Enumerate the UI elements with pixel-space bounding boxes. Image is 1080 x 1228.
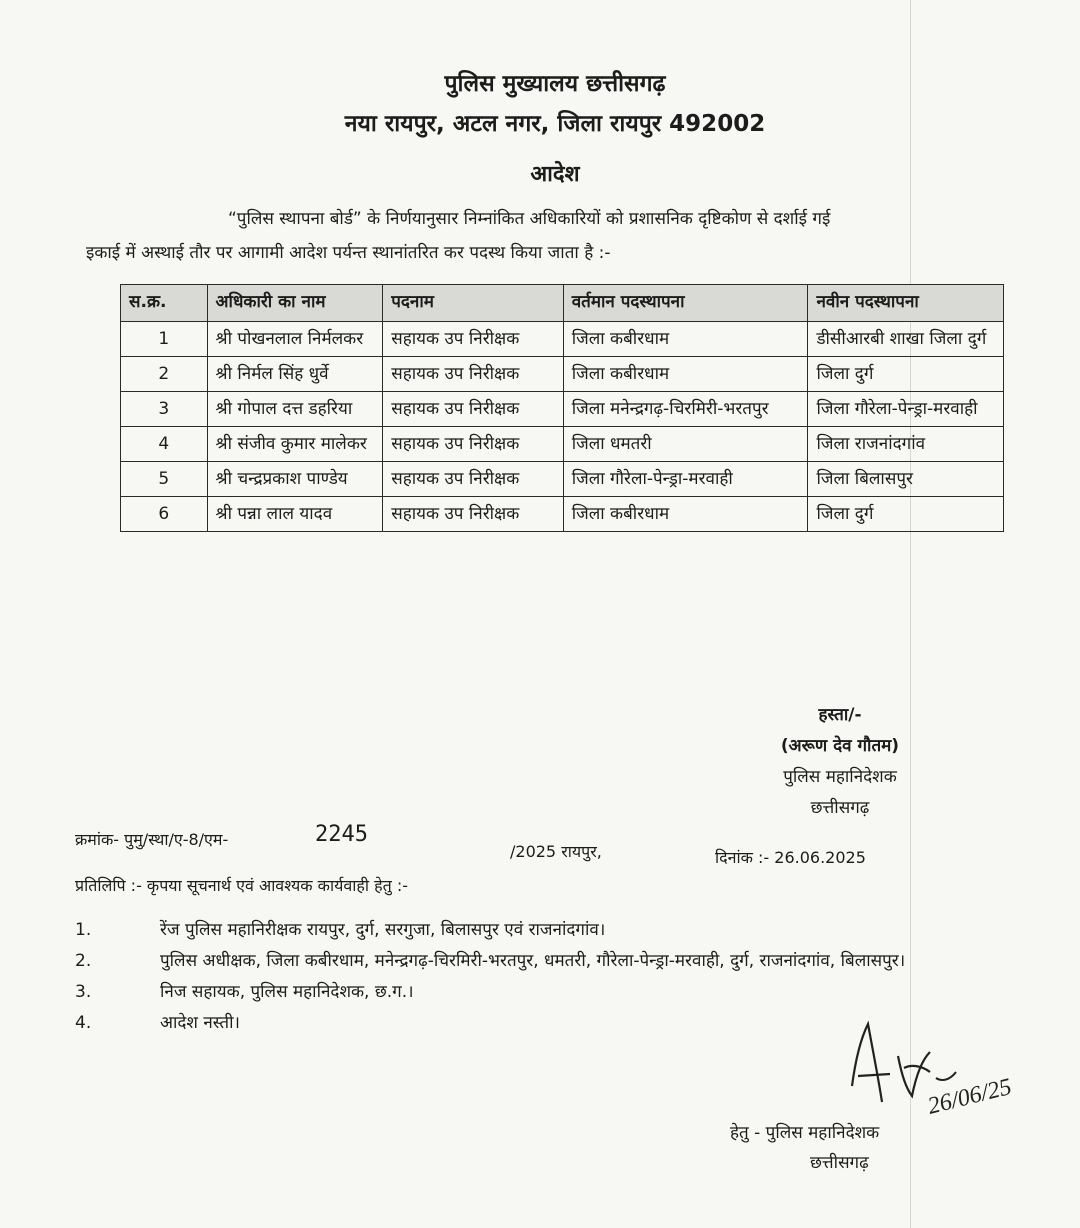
cell-post: सहायक उप निरीक्षक	[383, 357, 563, 392]
cell-new: जिला बिलासपुर	[808, 462, 1004, 497]
list-item-number: 3.	[75, 982, 92, 1002]
list-item-number: 2.	[75, 951, 92, 971]
transfer-table	[120, 284, 1004, 532]
cell-post: सहायक उप निरीक्षक	[383, 497, 563, 532]
handwritten-signature	[838, 1016, 1048, 1121]
cell-new: जिला दुर्ग	[808, 357, 1004, 392]
cell-name: श्री चन्द्रप्रकाश पाण्डेय	[207, 462, 383, 497]
cell-new: डीसीआरबी शाखा जिला दुर्ग	[808, 322, 1004, 357]
reference-year-place: /2025 रायपुर,	[510, 842, 602, 861]
table-row	[121, 357, 1004, 392]
cell-current: जिला कबीरधाम	[563, 357, 808, 392]
cell-serial: 1	[121, 322, 208, 357]
office-name: पुलिस मुख्यालय छत्तीसगढ़	[444, 71, 666, 97]
signatory-state: छत्तीसगढ़	[810, 798, 870, 818]
list-item	[75, 918, 1015, 942]
signed-mark: हस्ता/-	[818, 705, 862, 725]
cell-name: श्री गोपाल दत्त डहरिया	[207, 392, 383, 427]
cell-post: सहायक उप निरीक्षक	[383, 462, 563, 497]
reference-date: दिनांक :- 26.06.2025	[715, 848, 866, 867]
col-current-posting: वर्तमान पदस्थापना	[563, 285, 808, 322]
list-item-text: आदेश नस्ती।	[160, 1013, 240, 1033]
col-officer-name: अधिकारी का नाम	[207, 285, 383, 322]
intro-line-1: “पुलिस स्थापना बोर्ड” के निर्णयानुसार निम्नांकित अधिकारियों को प्रशासनिक दृष्टिकोण से दर्शाई गई	[228, 209, 831, 229]
cell-name: श्री निर्मल सिंह धुर्वे	[207, 357, 383, 392]
reference-prefix: क्रमांक- पुमु/स्था/ए-8/एम-	[75, 830, 229, 849]
col-serial: स.क्र.	[121, 285, 208, 322]
cell-post: सहायक उप निरीक्षक	[383, 427, 563, 462]
cell-name: श्री पन्ना लाल यादव	[207, 497, 383, 532]
cell-post: सहायक उप निरीक्षक	[383, 322, 563, 357]
cell-new: जिला गौरेला-पेन्ड्रा-मरवाही	[808, 392, 1004, 427]
table-row	[121, 392, 1004, 427]
cell-new: जिला दुर्ग	[808, 497, 1004, 532]
list-item-text: निज सहायक, पुलिस महानिदेशक, छ.ग.।	[160, 982, 414, 1002]
footer-line-1: हेतु - पुलिस महानिदेशक	[730, 1123, 880, 1143]
cell-current: जिला कबीरधाम	[563, 322, 808, 357]
signature-date: 26/06/25	[925, 1073, 1015, 1120]
cell-name: श्री संजीव कुमार मालेकर	[207, 427, 383, 462]
cell-serial: 3	[121, 392, 208, 427]
table-header-row	[121, 285, 1004, 322]
table-row	[121, 462, 1004, 497]
list-item-number: 1.	[75, 920, 92, 940]
document-title: आदेश	[530, 162, 580, 187]
signatory-name: (अरूण देव गौतम)	[780, 736, 900, 756]
table-row	[121, 427, 1004, 462]
cell-current: जिला मनेन्द्रगढ़-चिरमिरी-भरतपुर	[563, 392, 808, 427]
footer-block	[730, 1118, 950, 1178]
cell-serial: 4	[121, 427, 208, 462]
cell-serial: 2	[121, 357, 208, 392]
cell-current: जिला गौरेला-पेन्ड्रा-मरवाही	[563, 462, 808, 497]
reference-number: 2245	[315, 822, 368, 847]
col-new-posting: नवीन पदस्थापना	[808, 285, 1004, 322]
cell-post: सहायक उप निरीक्षक	[383, 392, 563, 427]
intro-line-2: इकाई में अस्थाई तौर पर आगामी आदेश पर्यन्त स्थानांतरित कर पदस्थ किया जाता है :-	[86, 243, 611, 263]
cell-current: जिला कबीरधाम	[563, 497, 808, 532]
cell-serial: 5	[121, 462, 208, 497]
list-item	[75, 949, 1015, 973]
cell-current: जिला धमतरी	[563, 427, 808, 462]
table-row	[121, 322, 1004, 357]
signatory-block	[750, 700, 930, 824]
table-row	[121, 497, 1004, 532]
copy-heading: प्रतिलिपि :- कृपया सूचनार्थ एवं आवश्यक कार्यवाही हेतु :-	[75, 876, 409, 895]
cell-serial: 6	[121, 497, 208, 532]
signatory-designation: पुलिस महानिदेशक	[783, 767, 897, 787]
col-designation: पदनाम	[383, 285, 563, 322]
cell-name: श्री पोखनलाल निर्मलकर	[207, 322, 383, 357]
office-address: नया रायपुर, अटल नगर, जिला रायपुर 492002	[344, 111, 766, 137]
list-item	[75, 980, 1015, 1004]
list-item-number: 4.	[75, 1013, 92, 1033]
list-item-text: पुलिस अधीक्षक, जिला कबीरधाम, मनेन्द्रगढ़-चिरमिरी-भरतपुर, धमतरी, गौरेला-पेन्ड्रा-मरवाही, दुर्ग, राजनांदगांव, बिलासपुर।	[160, 951, 906, 971]
footer-line-2: छत्तीसगढ़	[810, 1153, 869, 1173]
list-item-text: रेंज पुलिस महानिरीक्षक रायपुर, दुर्ग, सरगुजा, बिलासपुर एवं राजनांदगांव।	[160, 920, 606, 940]
cell-new: जिला राजनांदगांव	[808, 427, 1004, 462]
